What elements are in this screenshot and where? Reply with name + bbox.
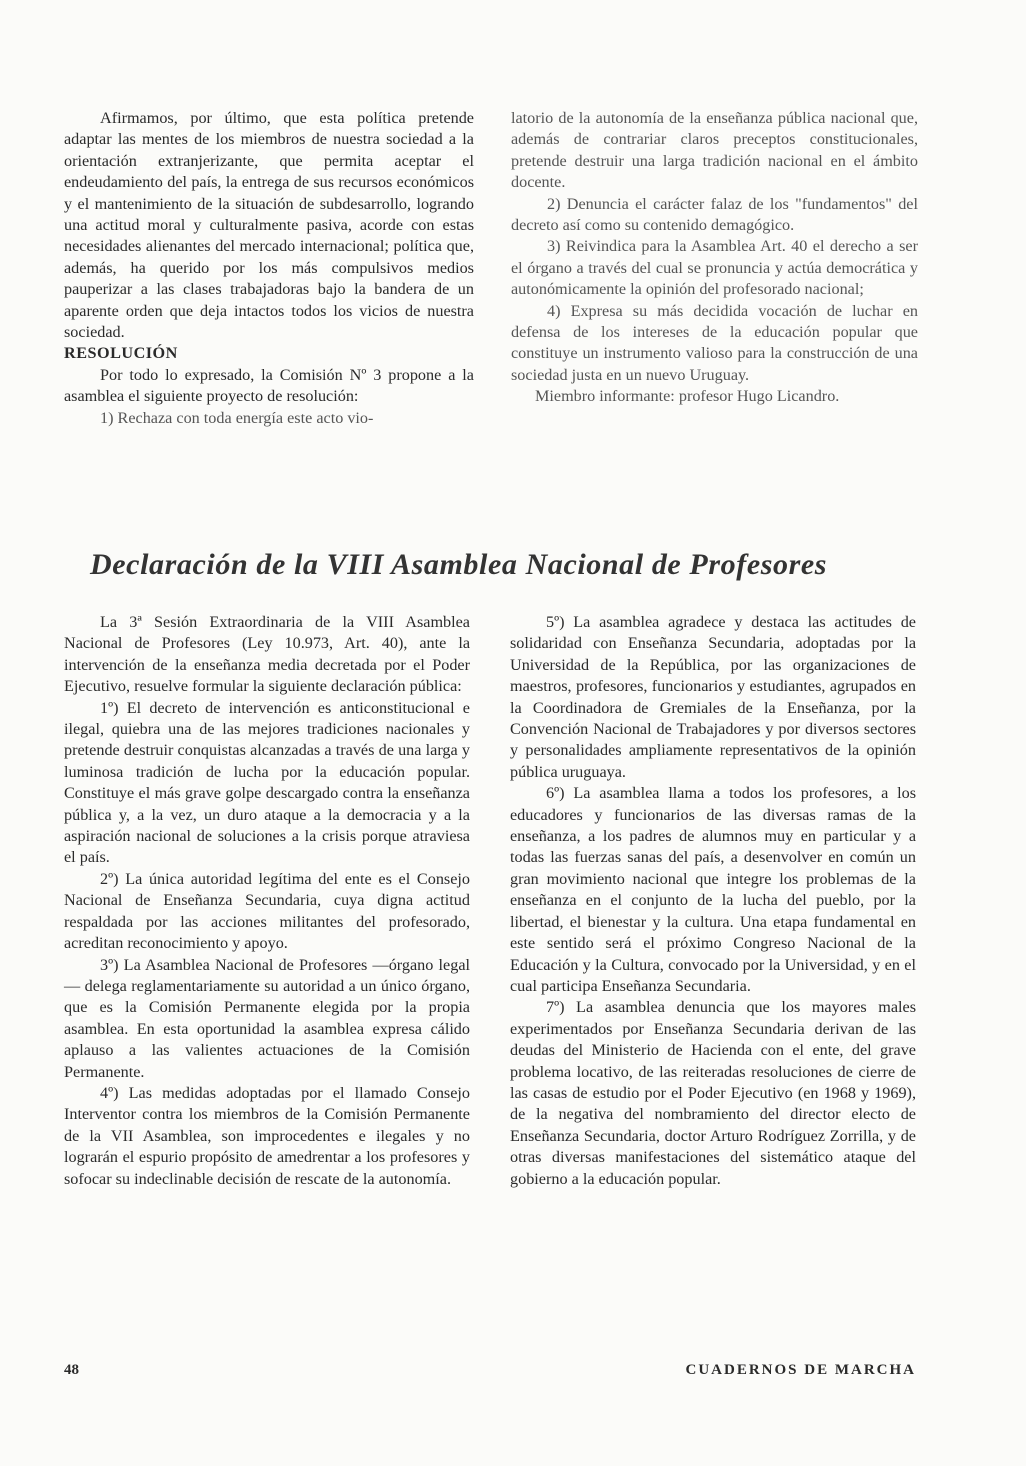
paragraph: 1º) El decreto de intervención es anticonstitucional e ilegal, quiebra una de las mejores tradiciones nacionales y pretende destruir conquistas alcanzadas a través de una larga y luminosa tradición de lucha por la educación popular. Constituye el más grave golpe descargado contra la enseñanza pública y, a la vez, un duro ataque a la democracia y a la aspiración nacional de soluciones a la crisis porque atraviesa el país. [64,698,470,867]
declaration-left-column [64,612,470,1190]
paragraph: Afirmamos, por último, que esta política pretende adaptar las mentes de los miembros de nuestra sociedad a la orientación extranjerizante, que permita aceptar el endeudamiento del país, la entrega de sus recursos económicos y el mantenimiento de la situación de subdesarrollo, logrando una actitud moral y culturalmente pasiva, acorde con estas necesidades alienantes del mercado internacional; política que, además, ha querido por los más compulsivos medios pauperizar a las clases trabajadoras bajo la bandera de un aparente orden que deja intactos todos los vicios de nuestra sociedad. [64,109,474,342]
top-left-column [64,108,474,429]
publication-name: CUADERNOS DE MARCHA [685,1362,916,1378]
declaration-title: Declaración de la VIII Asamblea Nacional de Profesores [90,548,828,581]
top-right-column [511,108,918,408]
paragraph: Por todo lo expresado, la Comisión Nº 3 propone a la asamblea el siguiente proyecto de resolución: [64,365,474,406]
paragraph: 7º) La asamblea denuncia que los mayores males experimentados por Enseñanza Secundaria derivan de las deudas del Ministerio de Hacienda con el ente, del grave problema locativo, de las reiteradas resoluciones de cierre de las casas de estudio por el Poder Ejecutivo (en 1968 y 1969), de la negativa del nombramiento del director electo de Enseñanza Secundaria, doctor Arturo Rodríguez Zorrilla, y de otras diversas manifestaciones del sistemático ataque del gobierno a la educación popular. [510,998,916,1188]
paragraph: 2) Denuncia el carácter falaz de los "fundamentos" del decreto así como su contenido demagógico. [511,194,918,235]
paragraph: latorio de la autonomía de la enseñanza pública nacional que, además de contrariar claros preceptos constitucionales, pretende destruir una larga tradición nacional en el ámbito docente. [511,109,918,192]
paragraph: 4) Expresa su más decidida vocación de luchar en defensa de los intereses de la educación popular que constituye un instrumento valioso para la construcción de una sociedad justa en un nuevo Uruguay. [511,301,918,384]
paragraph: 3º) La Asamblea Nacional de Profesores —órgano legal— delega reglamentariamente su autoridad a un único órgano, que es la Comisión Permanente elegida por la propia asamblea. En esta oportunidad la asamblea expresa cálido aplauso a las valientes actuaciones de la Comisión Permanente. [64,955,470,1081]
paragraph: 5º) La asamblea agradece y destaca las actitudes de solidaridad con Enseñanza Secundaria, adoptadas por la Universidad de la República, por las organizaciones de maestros, profesores, funcionarios y estudiantes, agrupados en la Coordinadora de Gremiales de la Enseñanza, por la Convención Nacional de Trabajadores y por diversos sectores y personalidades ampliamente representativos de la opinión pública uruguaya. [510,613,916,781]
resolution-heading: RESOLUCIÓN [64,344,178,363]
paragraph: 3) Reivindica para la Asamblea Art. 40 el derecho a ser el órgano a través del cual se pronuncia y actúa democrática y autonómicamente la opinión del profesorado nacional; [511,237,918,299]
paragraph: 2º) La única autoridad legítima del ente es el Consejo Nacional de Enseñanza Secundaria, cuya digna actitud respaldada por las acciones militantes del profesorado, acreditan reconocimiento y apoyo. [64,869,470,953]
paragraph: La 3ª Sesión Extraordinaria de la VIII Asamblea Nacional de Profesores (Ley 10.973, Art. 40), ante la intervención de la enseñanza media decretada por el Poder Ejecutivo, resuelve formular la siguiente declaración pública: [64,613,470,696]
informant-line: Miembro informante: profesor Hugo Licandro. [535,387,840,406]
page-number: 48 [64,1362,79,1378]
paragraph: 1) Rechaza con toda energía este acto vio- [100,408,374,427]
paragraph: 6º) La asamblea llama a todos los profesores, a los educadores y funcionarios de las diversas ramas de la enseñanza, a los padres de alumnos muy en particular y a todas las fuerzas sanas del país, a desenvolver en común un gran movimiento nacional que integre los problemas de la enseñanza en el conjunto de la lucha del pueblo, por la libertad, el bienestar y la cultura. Una etapa fundamental en este sentido será el próximo Congreso Nacional de la Educación y la Cultura, convocado por la Universidad, y en el cual participa Enseñanza Secundaria. [510,784,916,995]
paragraph: 4º) Las medidas adoptadas por el llamado Consejo Interventor contra los miembros de la Comisión Permanente de la VII Asamblea, son improcedentes e ilegales y no lograrán el espurio propósito de amedrentar a los profesores y sofocar su indeclinable decisión de rescate de la autonomía. [64,1083,470,1188]
declaration-right-column [510,612,916,1190]
